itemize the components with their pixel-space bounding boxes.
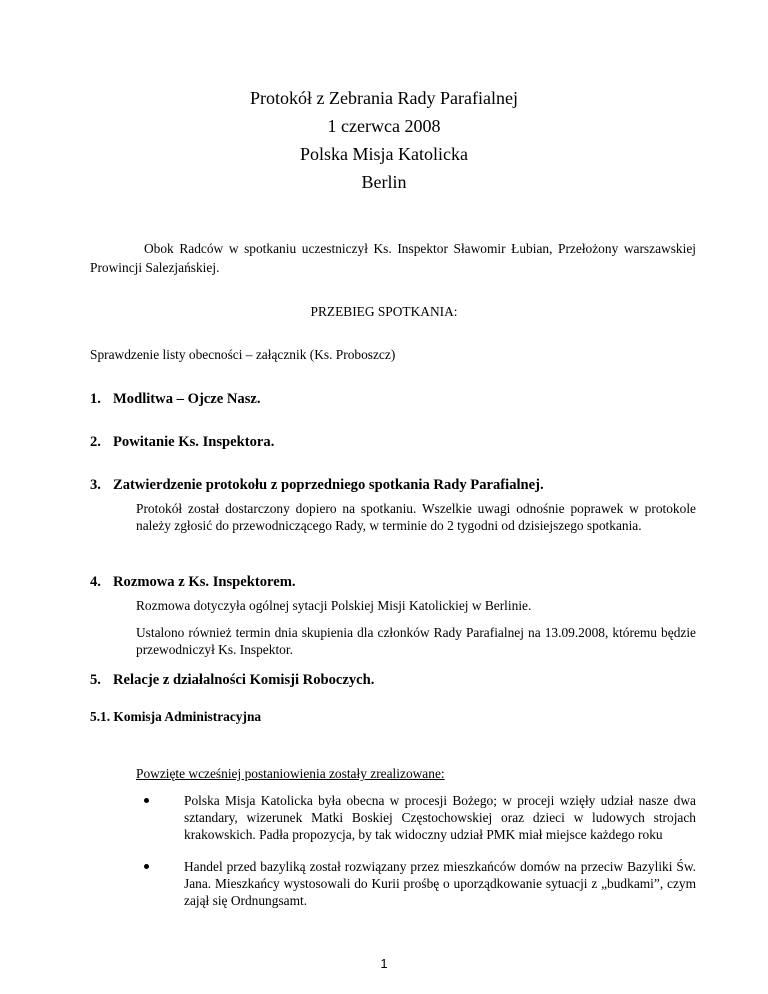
bullet-icon <box>144 798 149 803</box>
list-item-text: Polska Misja Katolicka była obecna w procesji Bożego; w proceji wzięły udział nasze dwa sztandary, wizerunek Matki Boskiej Częstochowskiej oraz dzieci w ludowych strojach krakowskich. Padła propozycja, by tak widoczny udział PMK miał miejsce każdego roku <box>184 793 696 842</box>
section-number: 4. <box>90 574 101 590</box>
section-title: Rozmowa z Ks. Inspektorem. <box>113 574 296 590</box>
list-item-text: Handel przed bazyliką został rozwiązany przez mieszkańców domów na przeciw Bazyliki Św. Jana. Mieszkańcy wystosowali do Kurii prośbę o uporządkowanie sytuacji z „budkami”, czym zajął się Ordnungsamt. <box>184 859 696 908</box>
section-paragraph: Rozmowa dotyczyła ogólnej sytacji Polskiej Misji Katolickiej w Berlinie. <box>136 598 532 613</box>
subsection-title: 5.1. Komisja Administracyjna <box>90 709 262 724</box>
section-number: 3. <box>90 477 101 493</box>
document-title <box>0 84 768 196</box>
page-number: 1 <box>380 956 388 971</box>
progress-heading: PRZEBIEG SPOTKANIA: <box>310 304 458 319</box>
section-3 <box>90 476 696 544</box>
section-paragraph: Ustalono również termin dnia skupienia dla członków Rady Parafialnej na 13.09.2008, któremu będzie przewodniczył Ks. Inspektor. <box>136 625 696 657</box>
section-title: Powitanie Ks. Inspektora. <box>113 434 275 450</box>
section-paragraph: Protokół został dostarczony dopiero na spotkaniu. Wszelkie uwagi odnośnie poprawek w protokole należy zgłosić do przewodniczącego Rady, w terminie do 2 tygodni od dzisiejszego spotkania. <box>136 501 696 533</box>
list-item <box>136 792 696 843</box>
attendance-check: Sprawdzenie listy obecności – załącznik (Ks. Proboszcz) <box>90 347 396 362</box>
section-number: 2. <box>90 434 101 450</box>
title-line: Protokół z Zebrania Rady Parafialnej <box>250 88 518 108</box>
section-number: 5. <box>90 672 101 688</box>
intro-paragraph: Obok Radców w spotkaniu uczestniczył Ks. Inspektor Sławomir Łubian, Przełożony warszawskiej Prowincji Salezjańskiej. <box>90 241 696 275</box>
section-number: 1. <box>90 391 101 407</box>
bullet-icon <box>144 864 149 869</box>
title-date: 1 czerwca 2008 <box>327 116 441 136</box>
title-organization: Polska Misja Katolicka <box>300 144 468 164</box>
section-4 <box>90 573 696 668</box>
section-title: Relacje z działalności Komisji Roboczych. <box>113 672 375 688</box>
list-item <box>136 858 696 909</box>
section-1 <box>90 390 696 408</box>
section-5 <box>90 671 696 689</box>
title-city: Berlin <box>361 172 407 192</box>
section-title: Modlitwa – Ojcze Nasz. <box>113 391 261 407</box>
bullet-list <box>136 792 696 924</box>
section-2 <box>90 433 696 451</box>
section-title: Zatwierdzenie protokołu z poprzedniego spotkania Rady Parafialnej. <box>113 477 544 493</box>
subsection-intro: Powzięte wcześniej postaniowienia zostały zrealizowane: <box>136 766 445 781</box>
